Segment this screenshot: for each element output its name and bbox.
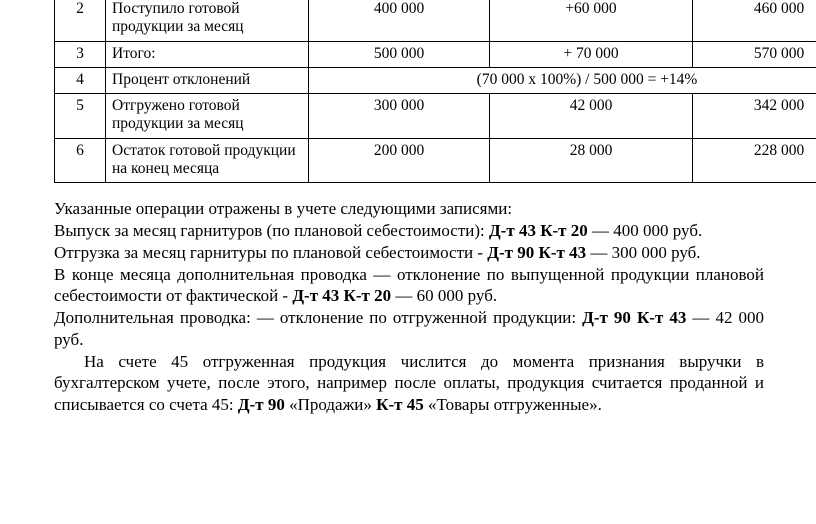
- entry-paragraph-2: [54, 242, 764, 264]
- closing-account-90: Д-т 90: [237, 395, 285, 414]
- row-plan-value: 200 000: [309, 138, 490, 183]
- row-merged-formula: (70 000 х 100%) / 500 000 = +14%: [309, 67, 816, 93]
- closing-text-shipped: «Товары отгруженные».: [423, 395, 602, 414]
- table-row: [55, 67, 816, 93]
- row-number: 2: [55, 0, 106, 41]
- table-row: [55, 94, 816, 139]
- row-number: 5: [55, 94, 106, 139]
- entry-2-accounts: Д-т 90 К-т 43: [487, 242, 587, 262]
- row-plan-value: 300 000: [309, 94, 490, 139]
- row-number: 3: [55, 41, 106, 67]
- cost-accounting-table: [54, 0, 816, 183]
- row-label: Поступило готовой продукции за месяц: [106, 0, 309, 41]
- row-label: Отгружено готовой продукции за месяц: [106, 94, 309, 139]
- row-fact-value: 342 000: [693, 94, 816, 139]
- table-row: [55, 41, 816, 67]
- entry-1-accounts: Д-т 43 К-т 20: [488, 221, 588, 240]
- row-plan-value: 500 000: [309, 41, 490, 67]
- entry-4-text: Дополнительная проводка: — отклонение по отгруженной продукции:: [54, 308, 583, 327]
- row-fact-value: 228 000: [693, 138, 816, 183]
- row-deviation-value: + 70 000: [490, 41, 693, 67]
- row-number: 4: [55, 67, 106, 93]
- entry-3-accounts: Д-т 43 К-т 20: [292, 286, 392, 306]
- row-label: Процент отклонений: [106, 67, 309, 93]
- entry-paragraph-1: [54, 220, 764, 242]
- row-deviation-value: +60 000: [490, 0, 693, 41]
- entry-4-amount: — 42 000 руб.: [54, 308, 765, 349]
- intro-paragraph: Указанные операции отражены в учете следующими записями:: [54, 199, 513, 219]
- closing-account-45: К-т 45: [376, 395, 424, 414]
- row-fact-value: 570 000: [693, 41, 816, 67]
- entry-3-amount: — 60 000 руб.: [391, 286, 498, 306]
- entry-3-text: В конце месяца дополнительная проводка — отклонение по выпущенной продукции плановой себестоимости от фактической -: [54, 264, 764, 306]
- entry-1-amount: — 400 000 руб.: [587, 221, 703, 240]
- row-label: Остаток готовой продукции на конец месяца: [106, 138, 309, 183]
- row-deviation-value: 42 000: [490, 94, 693, 139]
- row-fact-value: 460 000: [693, 0, 816, 41]
- entry-2-text: Отгрузка за месяц гарнитуры по плановой себестоимости -: [54, 242, 488, 262]
- row-number: 6: [55, 138, 106, 183]
- closing-text: На счете 45 отгруженная продукция числится до момента признания выручки в бухгалтерском учете, после этого, например после оплаты, продукция считается проданной и списывается со счета 45:: [54, 351, 764, 414]
- entry-4-accounts: Д-т 90 К-т 43: [582, 308, 687, 327]
- table-row: [55, 138, 816, 183]
- table-row: [55, 0, 816, 41]
- closing-paragraph: [54, 351, 764, 416]
- row-plan-value: 400 000: [309, 0, 490, 41]
- body-text: [0, 198, 816, 416]
- row-deviation-value: 28 000: [490, 138, 693, 183]
- entry-1-text: Выпуск за месяц гарнитуров (по плановой себестоимости):: [54, 221, 489, 240]
- entry-paragraph-3: [54, 264, 764, 308]
- table-container: [0, 0, 816, 183]
- closing-text-sales: «Продажи»: [284, 395, 377, 414]
- entry-2-amount: — 300 000 руб.: [586, 242, 701, 262]
- entry-paragraph-4: [54, 307, 764, 351]
- row-label: Итого:: [106, 41, 309, 67]
